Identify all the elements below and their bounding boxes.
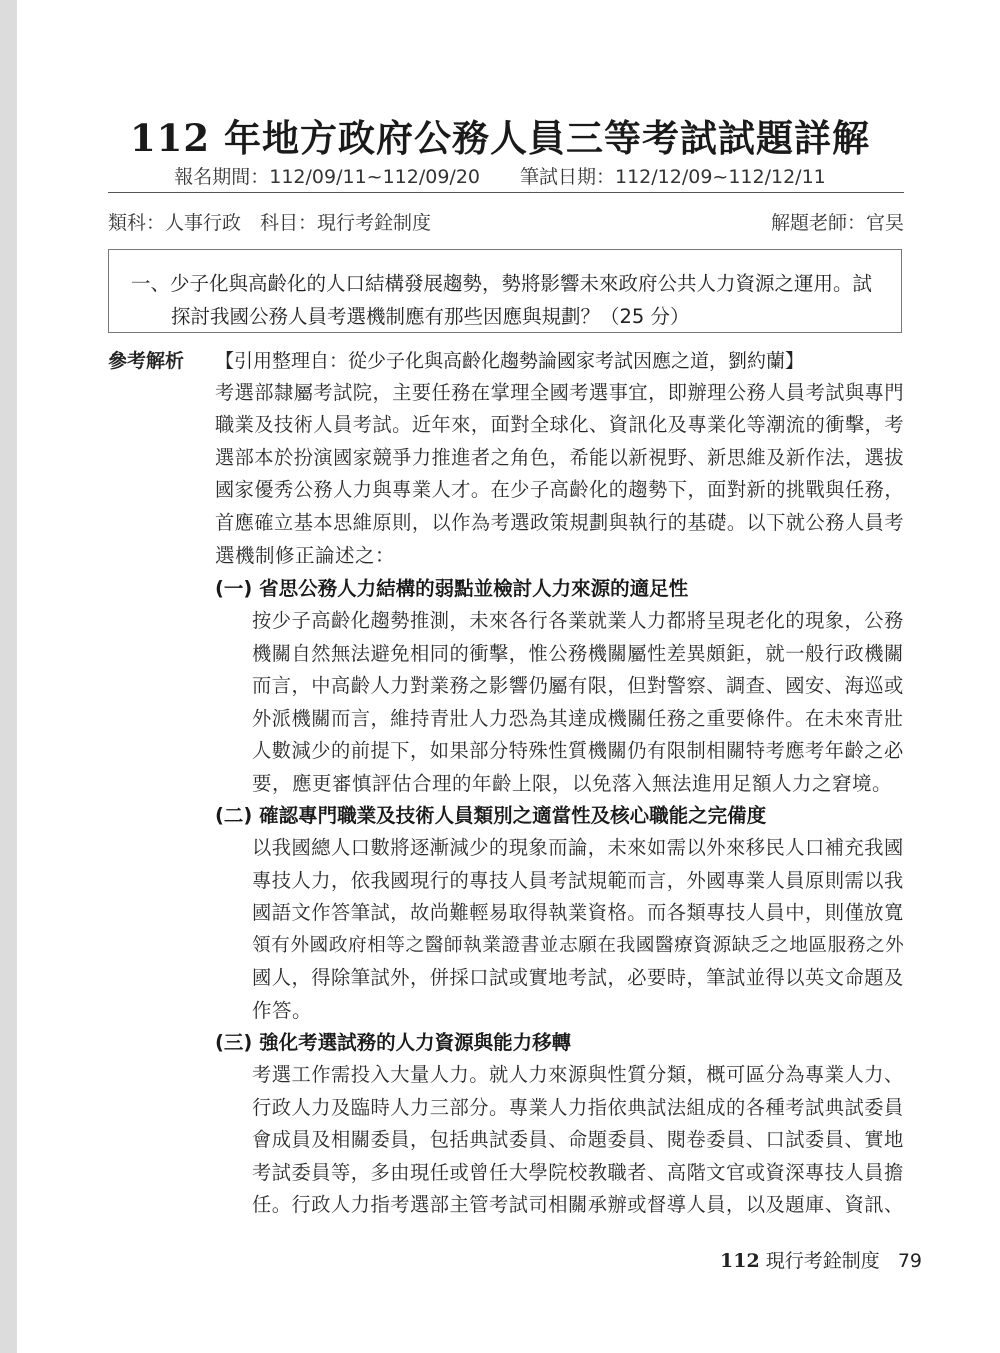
exam-dates [0, 162, 1000, 189]
header-divider [108, 192, 904, 193]
paragraph-line: 人數減少的前提下，如果部分特殊性質機關仍有限制相關特考應考年齡之必 [252, 739, 904, 762]
paragraph-line: 任。行政人力指考選部主管考試司相關承辦或督導人員，以及題庫、資訊、 [252, 1193, 904, 1216]
page-edge-bar [0, 0, 17, 1353]
paragraph-line: 會成員及相關委員，包括典試委員、命題委員、閱卷委員、口試委員、實地 [252, 1128, 904, 1151]
answer-label: 參考解析 [108, 350, 185, 372]
paragraph-line: 以我國總人口數將逐漸減少的現象而論，未來如需以外來移民人口補充我國 [252, 836, 904, 859]
written-exam-date: 筆試日期：112/12/09~112/12/11 [520, 166, 826, 188]
registration-period: 報名期間：112/09/11~112/09/20 [174, 166, 480, 188]
paragraph-line: 選部本於扮演國家競爭力推進者之角色，希能以新視野、新思維及新作法，選拔 [215, 446, 905, 469]
paragraph-line: 考試委員等，多由現任或曾任大學院校教職者、高階文官或資深專技人員擔 [252, 1161, 904, 1184]
paragraph-line: 行政人力及臨時人力三部分。專業人力指依典試法組成的各種考試典試委員 [252, 1096, 904, 1119]
paragraph-line: 考選工作需投入大量人力。就人力來源與性質分類，概可區分為專業人力、 [252, 1063, 904, 1086]
paragraph-line: 國人，得除筆試外，併採口試或實地考試，必要時，筆試並得以英文命題及 [252, 966, 904, 989]
footer-subject: 現行考銓制度 [765, 1250, 880, 1272]
question-line: 探討我國公務人員考選機制應有那些因應與規劃？（25 分） [171, 305, 690, 328]
paragraph-line: 外派機關而言，維持青壯人力恐為其達成機關任務之重要條件。在未來青壯 [252, 707, 904, 730]
footer-book: 112 [720, 1250, 760, 1272]
paragraph-line: 選機制修正論述之： [215, 544, 396, 567]
answer-source: 【引用整理自：從少子化與高齡化趨勢論國家考試因應之道，劉約蘭】 [215, 350, 805, 372]
page-number: 79 [897, 1250, 922, 1272]
page-title: 112 年地方政府公務人員三等考試試題詳解 [129, 116, 871, 160]
paragraph-line: 機關自然無法避免相同的衝擊，惟公務機關屬性差異頗鉅，就一般行政機關 [252, 642, 904, 665]
paragraph-line: 而言，中高齡人力對業務之影響仍屬有限，但對警察、調查、國安、海巡或 [252, 674, 904, 697]
page-footer [720, 1246, 922, 1273]
question-line: 一、少子化與高齡化的人口結構發展趨勢，勢將影響未來政府公共人力資源之運用。試 [131, 272, 873, 295]
paragraph-line: 考選部隸屬考試院，主要任務在掌理全國考選事宜，即辦理公務人員考試與專門 [215, 381, 905, 404]
paragraph-line: 專技人力，依我國現行的專技人員考試規範而言，外國專業人員原則需以我 [252, 869, 904, 892]
teacher-name: 解題老師：官旲 [770, 212, 904, 234]
paragraph-line: 職業及技術人員考試。近年來，面對全球化、資訊化及專業化等潮流的衝擊，考 [215, 413, 905, 436]
section-heading: (一) 省思公務人力結構的弱點並檢討人力來源的適足性 [215, 577, 689, 600]
paragraph-line: 國家優秀公務人力與專業人才。在少子高齡化的趨勢下，面對新的挑戰與任務， [215, 478, 905, 501]
section-heading: (二) 確認專門職業及技術人員類別之適當性及核心職能之完備度 [215, 804, 767, 827]
category-subject: 類科：人事行政 科目：現行考銓制度 [108, 212, 432, 234]
paragraph-line: 國語文作答筆試，故尚難輕易取得執業資格。而各類專技人員中，則僅放寬 [252, 901, 904, 924]
paragraph-line: 首應確立基本思維原則，以作為考選政策規劃與執行的基礎。以下就公務人員考 [215, 511, 905, 534]
paragraph-line: 作答。 [252, 999, 313, 1022]
paragraph-line: 領有外國政府相等之醫師執業證書並志願在我國醫療資源缺乏之地區服務之外 [252, 935, 905, 956]
paragraph-line: 按少子高齡化趨勢推測，未來各行各業就業人力都將呈現老化的現象，公務 [252, 609, 904, 632]
paragraph-line: 要，應更審慎評估合理的年齡上限，以免落入無法進用足額人力之窘境。 [252, 772, 893, 795]
section-heading: (三) 強化考選試務的人力資源與能力移轉 [215, 1031, 572, 1054]
